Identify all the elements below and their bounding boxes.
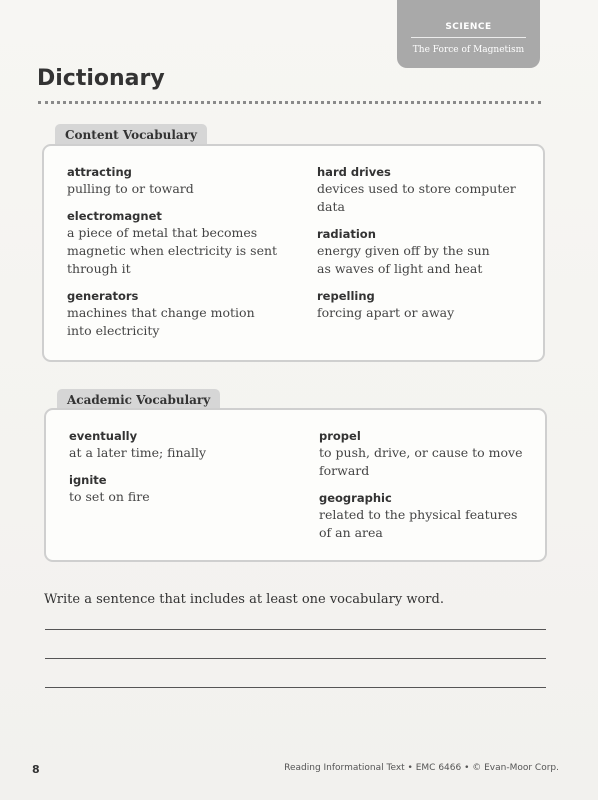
- content-vocabulary-right-column: [317, 164, 542, 332]
- footer-credit: Reading Informational Text • EMC 6466 • © Evan-Moor Corp.: [284, 763, 559, 773]
- vocab-definition-line: into electricity: [67, 323, 160, 338]
- vocab-definition-line: magnetic when electricity is sent: [67, 243, 278, 258]
- tab-divider: [411, 37, 526, 38]
- vocab-term: geographic: [319, 491, 392, 505]
- vocab-definition-line: energy given off by the sun: [317, 243, 490, 258]
- vocab-term: repelling: [317, 289, 375, 303]
- vocab-definition-line: at a later time; finally: [69, 445, 207, 460]
- vocab-definition-line: machines that change motion: [67, 305, 255, 320]
- vocab-entry: [317, 164, 542, 216]
- writing-line-2[interactable]: [45, 658, 546, 659]
- vocab-definition-line: related to the physical features: [319, 507, 518, 522]
- content-vocabulary-left-column: [67, 164, 307, 350]
- academic-vocabulary-box: [44, 408, 547, 562]
- topic-label: The Force of Magnetism: [412, 45, 525, 55]
- content-vocabulary-label: Content Vocabulary: [55, 124, 207, 146]
- vocab-term: radiation: [317, 227, 376, 241]
- vocab-definition-line: through it: [67, 261, 131, 276]
- writing-prompt: Write a sentence that includes at least one vocabulary word.: [44, 592, 444, 607]
- page-title: Dictionary: [37, 66, 165, 91]
- subject-label: SCIENCE: [445, 22, 492, 32]
- vocab-definition-line: a piece of metal that becomes: [67, 225, 258, 240]
- vocab-definition-line: forward: [319, 463, 370, 478]
- vocab-entry: [317, 288, 542, 322]
- page-number: 8: [32, 763, 40, 776]
- vocab-term: eventually: [69, 429, 138, 443]
- content-vocabulary-box: [42, 144, 545, 362]
- subject-tab: [397, 0, 540, 68]
- vocab-definition-line: of an area: [319, 525, 383, 540]
- vocab-definition-line: to set on fire: [69, 489, 150, 504]
- dotted-divider: [38, 101, 541, 104]
- vocab-definition-line: forcing apart or away: [317, 305, 455, 320]
- academic-vocabulary-left-column: [69, 428, 309, 516]
- vocab-term: electromagnet: [67, 209, 162, 223]
- vocab-entry: [69, 428, 309, 462]
- writing-line-3[interactable]: [45, 687, 546, 688]
- vocab-definition-line: as waves of light and heat: [317, 261, 483, 276]
- vocab-definition-line: to push, drive, or cause to move: [319, 445, 523, 460]
- academic-vocabulary-right-column: [319, 428, 544, 552]
- vocab-entry: [319, 428, 544, 480]
- vocab-term: attracting: [67, 165, 132, 179]
- vocab-term: hard drives: [317, 165, 391, 179]
- vocab-term: propel: [319, 429, 361, 443]
- academic-vocabulary-label: Academic Vocabulary: [57, 389, 220, 411]
- vocab-definition-line: data: [317, 199, 345, 214]
- writing-line-1[interactable]: [45, 629, 546, 630]
- vocab-entry: [69, 472, 309, 506]
- vocab-definition-line: pulling to or toward: [67, 181, 194, 196]
- vocab-entry: [67, 164, 307, 198]
- vocab-definition-line: devices used to store computer: [317, 181, 516, 196]
- vocab-entry: [317, 226, 542, 278]
- vocab-term: generators: [67, 289, 139, 303]
- vocab-entry: [67, 208, 307, 278]
- vocab-entry: [319, 490, 544, 542]
- vocab-entry: [67, 288, 307, 340]
- vocab-term: ignite: [69, 473, 107, 487]
